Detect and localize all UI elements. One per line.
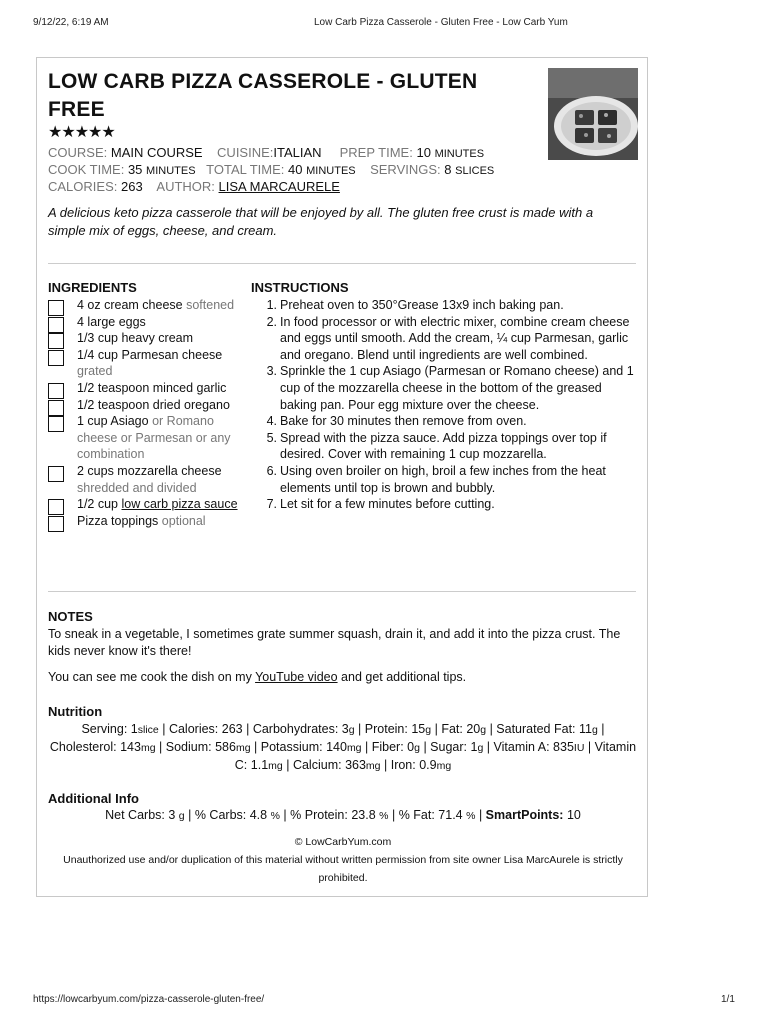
ingredient-item: [48, 380, 248, 397]
cook-value: 35: [127, 162, 143, 177]
nutrition-value: 20: [466, 722, 481, 736]
total-unit: MINUTES: [306, 165, 356, 177]
nutrition-unit: IU: [573, 742, 585, 754]
ingredient-text: 1/4 cup Parmesan cheese: [77, 347, 223, 362]
ingredient-item: [48, 397, 248, 414]
recipe-card: [36, 57, 648, 897]
ingredient-text: 1/2 cup: [77, 497, 119, 512]
nutrition-value: 140: [326, 740, 347, 754]
nutrition-value: 3: [341, 722, 349, 736]
recipe-title: LOW CARB PIZZA CASSEROLE - GLUTEN FREE: [48, 70, 478, 121]
nutrition-label: Calcium:: [292, 758, 342, 772]
nutrition-unit: g: [480, 724, 487, 736]
ingredient-item: [48, 314, 248, 331]
pct-protein-label: % Protein:: [290, 808, 348, 822]
casserole-image: [548, 68, 638, 160]
print-page-number: 1/1: [721, 994, 735, 1005]
pct-carbs-unit: %: [270, 810, 280, 822]
instruction-text: Spread with the pizza sauce. Add pizza toppings over top if desired. Cover with remaining 1 cup mozzarella.: [280, 430, 607, 462]
ingredient-text: 4 oz cream cheese: [77, 298, 183, 312]
servings-unit: SLICES: [455, 165, 495, 177]
nutrition-unit: mg: [436, 760, 452, 772]
nutrition-item: [293, 758, 381, 772]
nutrition-item: [365, 722, 431, 736]
additional-info: Net Carbs: 3 g | % Carbs: 4.8 % | % Protein: 23.8 % | % Fat: 71.4 % | SmartPoints: 10: [105, 808, 581, 822]
author-label: AUTHOR:: [156, 179, 215, 194]
smartpoints-value: 10: [566, 808, 581, 822]
youtube-video-link[interactable]: YouTube video: [255, 670, 338, 684]
course-label: COURSE:: [48, 145, 108, 160]
prep-value: 10: [416, 145, 431, 160]
notes-video-text: You can see me cook the dish on my: [48, 670, 256, 684]
pct-fat-label: % Fat:: [398, 808, 435, 822]
nutrition-label: Vitamin A:: [493, 740, 550, 754]
recipe-photo: [548, 68, 638, 160]
prep-unit: MINUTES: [434, 148, 485, 160]
ingredient-text: 1 cup Asiago: [77, 414, 149, 429]
copyright: © LowCarbYum.com: [294, 836, 392, 848]
instruction-step: 3. Sprinkle the 1 cup Asiago (Parmesan or Romano cheese) and 1 cup of the mozzarella cheese in the bottom of the greased baking pan. Pour egg mixture over the cheese.: [266, 364, 634, 412]
instruction-step: 5. Spread with the pizza sauce. Add pizza toppings over top if desired. Cover with remaining 1 cup mozzarella.: [266, 430, 607, 462]
pct-protein-unit: %: [379, 810, 389, 822]
nutrition-value: 1.1: [250, 758, 269, 772]
nutrition-item: [261, 740, 362, 754]
net-carbs-label: Net Carbs:: [105, 808, 165, 822]
nutrition-value: 0.9: [419, 758, 437, 772]
nutrition-label: Serving:: [81, 722, 128, 736]
nutrition-label: Sodium:: [165, 740, 212, 754]
nutrition-unit: mg: [365, 760, 381, 772]
rating-stars: ★★★★★: [48, 124, 115, 141]
meta-line-3: [48, 178, 340, 195]
instruction-text: Preheat oven to 350°Grease 13x9 inch baking pan.: [280, 298, 564, 312]
ingredient-text: Pizza toppings: [77, 513, 159, 528]
ingredient-checkbox[interactable]: [48, 516, 64, 532]
instruction-text: Let sit for a few minutes before cutting.: [280, 497, 495, 512]
prep-label: PREP TIME:: [339, 145, 413, 160]
ingredient-item: [48, 413, 248, 463]
instruction-step: 6. Using oven broiler on high, broil a few inches from the heat elements until top is brown and bubbly.: [266, 463, 606, 495]
servings-label: SERVINGS:: [370, 162, 441, 177]
notes-paragraph: To sneak in a vegetable, I sometimes grate summer squash, drain it, and add it into the pizza crust. The kids never know it's there!: [48, 627, 621, 658]
instruction-text: Bake for 30 minutes then remove from oven.: [280, 414, 527, 429]
cuisine-value: ITALIAN: [273, 145, 322, 160]
calories-value: 263: [120, 179, 143, 194]
additional-info-heading: Additional Info: [48, 791, 139, 806]
calories-label: CALORIES:: [48, 179, 118, 194]
ingredient-checkbox[interactable]: [48, 466, 64, 482]
nutrition-item: [372, 740, 420, 754]
nutrition-item: [496, 722, 598, 736]
pct-carbs-value: 4.8: [249, 808, 268, 822]
nutrition-item: [430, 740, 483, 754]
ingredient-note: shredded and divided: [77, 480, 197, 495]
instruction-step: 2. In food processor or with electric mixer, combine cream cheese and eggs until smooth. Add the cream, ¼ cup Parmesan, garlic and oregano. Blend until ingredients are well combined.: [266, 314, 630, 362]
nutrition-item: [441, 722, 486, 736]
ingredient-text: 1/2 teaspoon dried oregano: [77, 397, 230, 412]
instruction-text: Using oven broiler on high, broil a few inches from the heat elements until top is brown and bubbly.: [280, 463, 606, 495]
nutrition-unit: g: [477, 742, 484, 754]
print-datetime: 9/12/22, 6:19 AM: [33, 17, 109, 28]
nutrition-unit: mg: [140, 742, 156, 754]
divider: [48, 591, 636, 592]
ingredient-link[interactable]: low carb pizza sauce: [121, 497, 238, 512]
instruction-text: In food processor or with electric mixer, combine cream cheese and eggs until smooth. Add the cream, ¼ cup Parmesan, garlic and oregano. Blend until ingredients are well combined.: [280, 314, 630, 362]
nutrition-label: Carbohydrates:: [252, 722, 339, 736]
notes-heading: NOTES: [48, 609, 93, 624]
instruction-step: 1. Preheat oven to 350°Grease 13x9 inch baking pan.: [266, 298, 564, 312]
net-carbs-unit: g: [178, 810, 185, 822]
nutrition-label: Cholesterol:: [49, 740, 117, 754]
total-label: TOTAL TIME:: [206, 162, 285, 177]
ingredient-item: [48, 330, 248, 347]
pct-fat-unit: %: [466, 810, 476, 822]
print-page-title: Low Carb Pizza Casserole - Gluten Free - Low Carb Yum: [314, 17, 568, 28]
nutrition-unit: mg: [346, 742, 362, 754]
nutrition-unit: mg: [268, 760, 283, 772]
instructions-list: [251, 297, 641, 513]
nutrition-value: 586: [215, 740, 236, 754]
net-carbs-value: 3: [168, 808, 176, 822]
servings-value: 8: [444, 162, 452, 177]
ingredient-text: 1/3 cup heavy cream: [77, 331, 194, 346]
smartpoints-label: SmartPoints:: [485, 808, 564, 822]
total-value: 40: [288, 162, 303, 177]
print-url: https://lowcarbyum.com/pizza-casserole-gluten-free/: [33, 994, 265, 1005]
nutrition-item: [81, 722, 158, 736]
ingredient-note: optional: [161, 513, 206, 528]
ingredient-text: 2 cups mozzarella cheese: [77, 463, 222, 478]
ingredients-list: [48, 297, 248, 529]
pct-carbs-label: % Carbs:: [194, 808, 247, 822]
nutrition-value: 1: [470, 740, 478, 754]
instruction-step: 7. Let sit for a few minutes before cutting.: [266, 497, 495, 512]
nutrition-value: 0: [407, 740, 415, 754]
ingredient-item: [48, 513, 248, 530]
cook-unit: MINUTES: [146, 165, 196, 177]
disclaimer: Unauthorized use and/or duplication of this material without written permission from site owner Lisa MarcAurele is strictly prohibited.: [63, 854, 623, 884]
instruction-text: Sprinkle the 1 cup Asiago (Parmesan or Romano cheese) and 1 cup of the mozzarella cheese in the bottom of the greased baking pan. Pour egg mixture over the cheese.: [280, 364, 634, 412]
nutrition-item: [391, 758, 451, 772]
notes-video-text-end: and get additional tips.: [337, 670, 467, 684]
nutrition-item: [166, 740, 251, 754]
nutrition-heading: Nutrition: [48, 704, 103, 719]
ingredient-note: softened: [186, 298, 235, 312]
nutrition-unit: g: [414, 742, 420, 754]
author-link[interactable]: LISA MARCAURELE: [218, 179, 340, 194]
ingredient-note: grated: [77, 364, 113, 379]
nutrition-value: 263: [221, 722, 243, 736]
nutrition-value: 11: [579, 722, 592, 736]
divider: [48, 263, 636, 264]
nutrition-label: Calories:: [168, 722, 219, 736]
ingredient-item: [48, 297, 248, 314]
notes-video-paragraph: [48, 669, 633, 686]
cook-label: COOK TIME:: [48, 162, 125, 177]
nutrition-unit: g: [425, 724, 432, 736]
nutrition-value: 15: [411, 722, 426, 736]
nutrition-label: Vitamin C:: [234, 740, 637, 772]
nutrition-label: Protein:: [364, 722, 408, 736]
nutrition-item: [494, 740, 585, 754]
ingredient-text: 4 large eggs: [77, 314, 146, 329]
nutrition-unit: slice: [137, 724, 159, 736]
nutrition-label: Fiber:: [371, 740, 404, 754]
pct-protein-value: 23.8: [351, 808, 376, 822]
instructions-heading: INSTRUCTIONS: [251, 280, 349, 295]
ingredient-item: [48, 463, 248, 496]
nutrition-item: [169, 722, 243, 736]
recipe-summary: A delicious keto pizza casserole that will be enjoyed by all. The gluten free crust is made with a simple mix of eggs, cheese, and cream.: [48, 205, 594, 238]
ingredient-checkbox[interactable]: [48, 350, 64, 366]
nutrition-facts: Serving: 1slice | Calories: 263 | Carbohydrates: 3g | Protein: 15g | Fat: 20g | Saturated Fat: 11g | Cholesterol: 143mg | Sodium: 586mg | Potassium: 140mg | Fiber: 0g | Sugar: 1g | Vitamin A: 835IU | Vitamin C: 1.1mg | Calcium: 363mg | Iron: 0.9mg: [49, 722, 637, 772]
cuisine-label: CUISINE:: [217, 145, 274, 160]
instruction-step: 4. Bake for 30 minutes then remove from oven.: [266, 414, 527, 429]
nutrition-value: 143: [120, 740, 141, 754]
nutrition-label: Sugar:: [430, 740, 468, 754]
nutrition-unit: g: [591, 724, 598, 736]
nutrition-unit: mg: [235, 742, 251, 754]
ingredient-note: or Romano cheese or Parmesan or any combination: [77, 414, 231, 462]
nutrition-label: Saturated Fat:: [496, 722, 576, 736]
ingredient-text: 1/2 teaspoon minced garlic: [77, 380, 227, 395]
nutrition-label: Fat:: [441, 722, 463, 736]
course-value: MAIN COURSE: [110, 145, 203, 160]
ingredient-item: [48, 496, 248, 513]
nutrition-unit: g: [348, 724, 355, 736]
nutrition-value: 835: [553, 740, 574, 754]
ingredient-checkbox[interactable]: [48, 416, 64, 432]
nutrition-item: [253, 722, 355, 736]
pct-fat-value: 71.4: [438, 808, 463, 822]
nutrition-label: Iron:: [390, 758, 416, 772]
ingredient-item: [48, 347, 248, 380]
nutrition-item: [50, 740, 156, 754]
nutrition-label: Potassium:: [260, 740, 323, 754]
ingredients-heading: INGREDIENTS: [48, 280, 137, 295]
nutrition-value: 363: [345, 758, 366, 772]
nutrition-value: 1: [130, 722, 138, 736]
